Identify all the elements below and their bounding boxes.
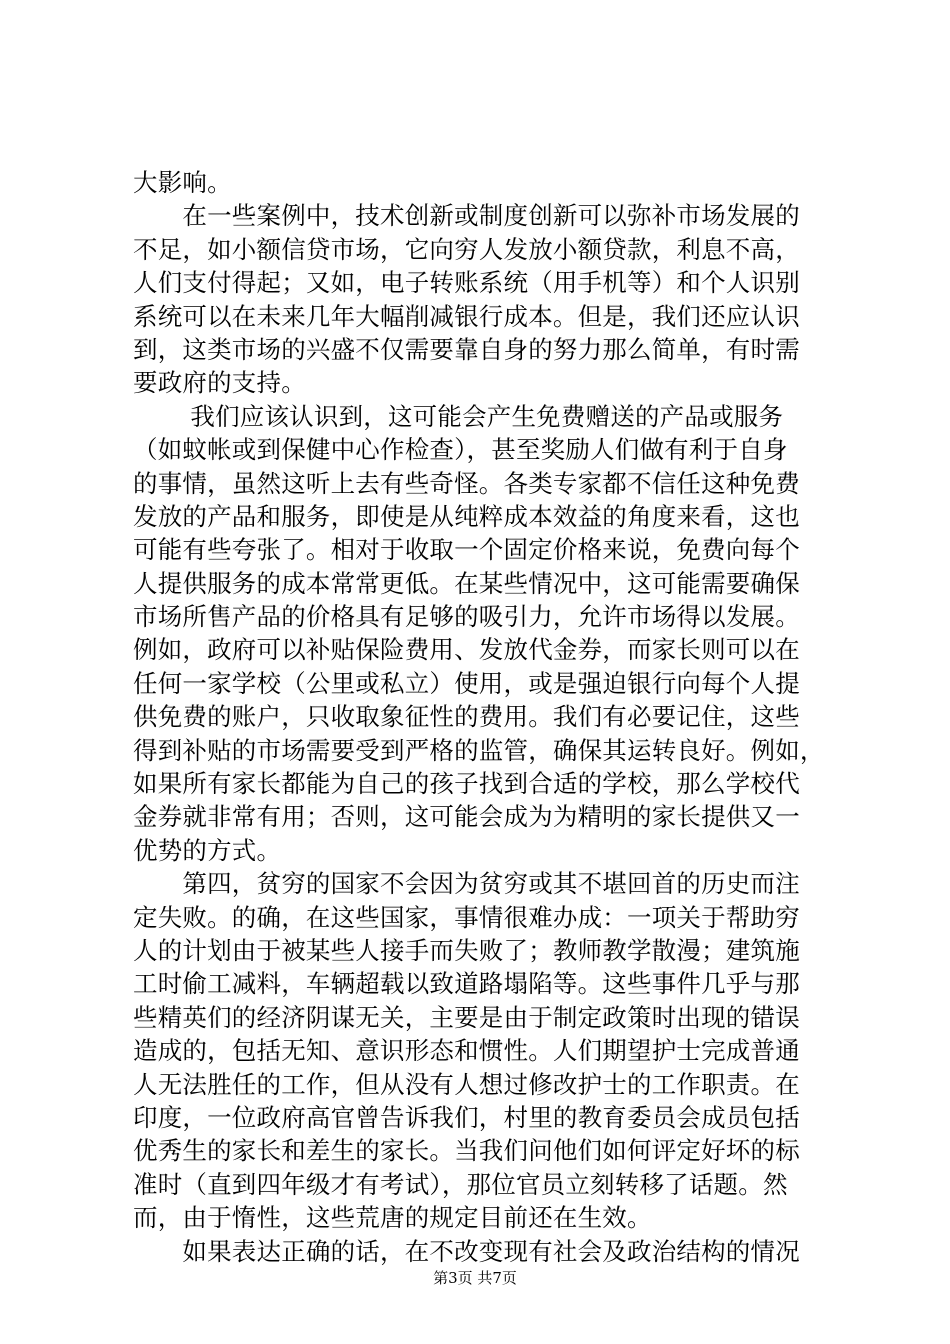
text-line: 可能有些夸张了。相对于收取一个固定价格来说，免费向每个: [133, 535, 800, 565]
body-text: [133, 166, 833, 1268]
text-line: （如蚊帐或到保健中心作检查），甚至奖励人们做有利于自身: [133, 435, 788, 465]
text-line: 人们支付得起；又如，电子转账系统（用手机等）和个人识别: [133, 268, 800, 298]
text-line: 造成的，包括无知、意识形态和惯性。人们期望护士完成普通: [133, 1036, 800, 1066]
text-line: 系统可以在未来几年大幅削减银行成本。但是，我们还应认识: [133, 301, 800, 331]
text-line: 准时（直到四年级才有考试），那位官员立刻转移了话题。然: [133, 1169, 788, 1199]
text-line: 些精英们的经济阴谋无关，主要是由于制定政策时出现的错误: [133, 1002, 800, 1032]
text-line: 人无法胜任的工作，但从没有人想过修改护士的工作职责。在: [133, 1069, 800, 1099]
text-line: 第四，贫穷的国家不会因为贫穷或其不堪回首的历史而注: [133, 869, 800, 899]
text-line: 如果所有家长都能为自己的孩子找到合适的学校，那么学校代: [133, 769, 800, 799]
text-line: 人提供服务的成本常常更低。在某些情况中，这可能需要确保: [133, 568, 800, 598]
text-line: 得到补贴的市场需要受到严格的监管，确保其运转良好。例如，: [133, 735, 825, 765]
text-line: 到，这类市场的兴盛不仅需要靠自身的努力那么简单，有时需: [133, 334, 800, 364]
text-line: 供免费的账户，只收取象征性的费用。我们有必要记住，这些: [133, 702, 800, 732]
text-line: 如果表达正确的话，在不改变现有社会及政治结构的情况: [133, 1236, 800, 1266]
text-line: 优势的方式。: [133, 835, 282, 865]
text-line: 印度，一位政府高官曾告诉我们，村里的教育委员会成员包括: [133, 1102, 800, 1132]
text-line: 我们应该认识到，这可能会产生免费赠送的产品或服务: [133, 401, 784, 431]
text-line: 发放的产品和服务，即使是从纯粹成本效益的角度来看，这也: [133, 501, 800, 531]
text-line: 人的计划由于被某些人接手而失败了；教师教学散漫；建筑施: [133, 935, 800, 965]
text-line: 定失败。的确，在这些国家，事情很难办成：一项关于帮助穷: [133, 902, 800, 932]
text-line: 优秀生的家长和差生的家长。当我们问他们如何评定好坏的标: [133, 1136, 800, 1166]
text-line: 不足，如小额信贷市场，它向穷人发放小额贷款，利息不高，: [133, 234, 800, 264]
text-line: 要政府的支持。: [133, 368, 306, 398]
text-line: 而，由于惰性，这些荒唐的规定目前还在生效。: [133, 1203, 652, 1233]
page-footer: 第3页 共7页: [433, 1269, 517, 1287]
text-line: 市场所售产品的价格具有足够的吸引力，允许市场得以发展。: [133, 602, 800, 632]
text-line: 的事情，虽然这听上去有些奇怪。各类专家都不信任这种免费: [133, 468, 800, 498]
text-line: 金券就非常有用；否则，这可能会成为为精明的家长提供又一: [133, 802, 800, 832]
text-line: 在一些案例中，技术创新或制度创新可以弥补市场发展的: [133, 201, 800, 231]
text-line: 工时偷工减料，车辆超载以致道路塌陷等。这些事件几乎与那: [133, 969, 800, 999]
text-line: 大影响。: [133, 168, 232, 197]
text-line: 例如，政府可以补贴保险费用、发放代金券，而家长则可以在: [133, 635, 800, 665]
text-line: 任何一家学校（公里或私立）使用，或是强迫银行向每个人提: [133, 668, 800, 698]
